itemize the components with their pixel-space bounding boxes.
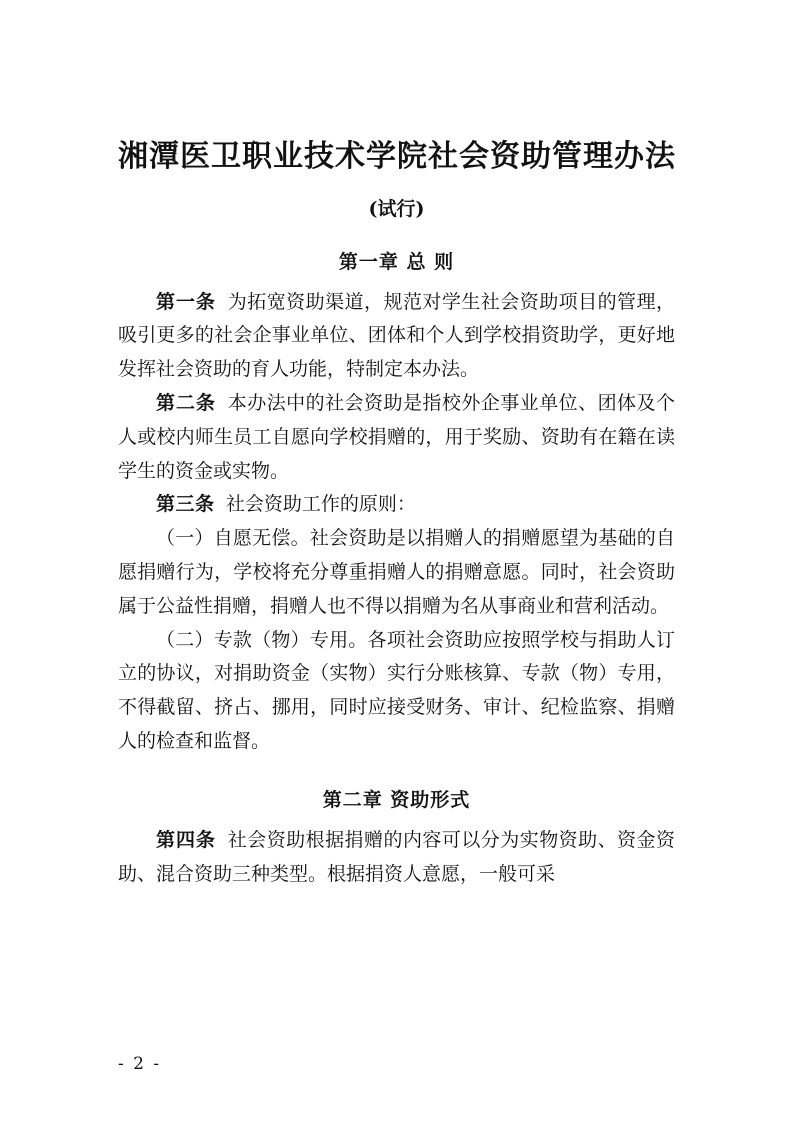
article-label: 第四条 xyxy=(156,828,216,851)
article-label: 第一条 xyxy=(156,290,216,313)
paragraph xyxy=(118,624,675,759)
page-number: - 2 - xyxy=(118,1054,162,1074)
article-label: 第二条 xyxy=(156,391,216,414)
paragraph-text: 为拓宽资助渠道，规范对学生社会资助项目的管理，吸引更多的社会企事业单位、团体和个人到学校捐资助学，更好地发挥社会资助的育人功能，特制定本办法。 xyxy=(118,290,675,381)
chapter-heading-2: 第二章 资助形式 xyxy=(322,788,471,811)
paragraph-text: （一）自愿无偿。社会资助是以捐赠人的捐赠愿望为基础的自愿捐赠行为，学校将充分尊重捐赠人的捐赠意愿。同时，社会资助属于公益性捐赠，捐赠人也不得以捐赠为名从事商业和营利活动。 xyxy=(118,527,675,617)
paragraph xyxy=(118,488,675,522)
paragraph xyxy=(118,387,675,488)
paragraph-text: （二）专款（物）专用。各项社会资助应按照学校与捐助人订立的协议，对捐助资金（实物）实行分账核算、专款（物）专用，不得截留、挤占、挪用，同时应接受财务、审计、纪检监察、捐赠人的检查和监督。 xyxy=(118,628,675,753)
paragraph-text: 社会资助工作的原则： xyxy=(225,493,416,516)
article-label: 第三条 xyxy=(156,493,215,516)
paragraph xyxy=(118,824,675,892)
paragraph-text: 本办法中的社会资助是指校外企事业单位、团体及个人或校内师生员工自愿向学校捐赠的，用于奖励、资助有在籍在读学生的资金或实物。 xyxy=(118,391,675,482)
page-title: 湘潭医卫职业技术学院社会资助管理办法 xyxy=(118,139,676,174)
chapter-heading-1: 第一章 总 则 xyxy=(338,250,455,273)
page-subtitle: (试行) xyxy=(368,197,425,220)
paragraph xyxy=(118,286,675,387)
paragraph-text: 社会资助根据捐赠的内容可以分为实物资助、资金资助、混合资助三种类型。根据捐资人意愿，一般可采 xyxy=(118,828,675,885)
paragraph xyxy=(118,522,675,623)
